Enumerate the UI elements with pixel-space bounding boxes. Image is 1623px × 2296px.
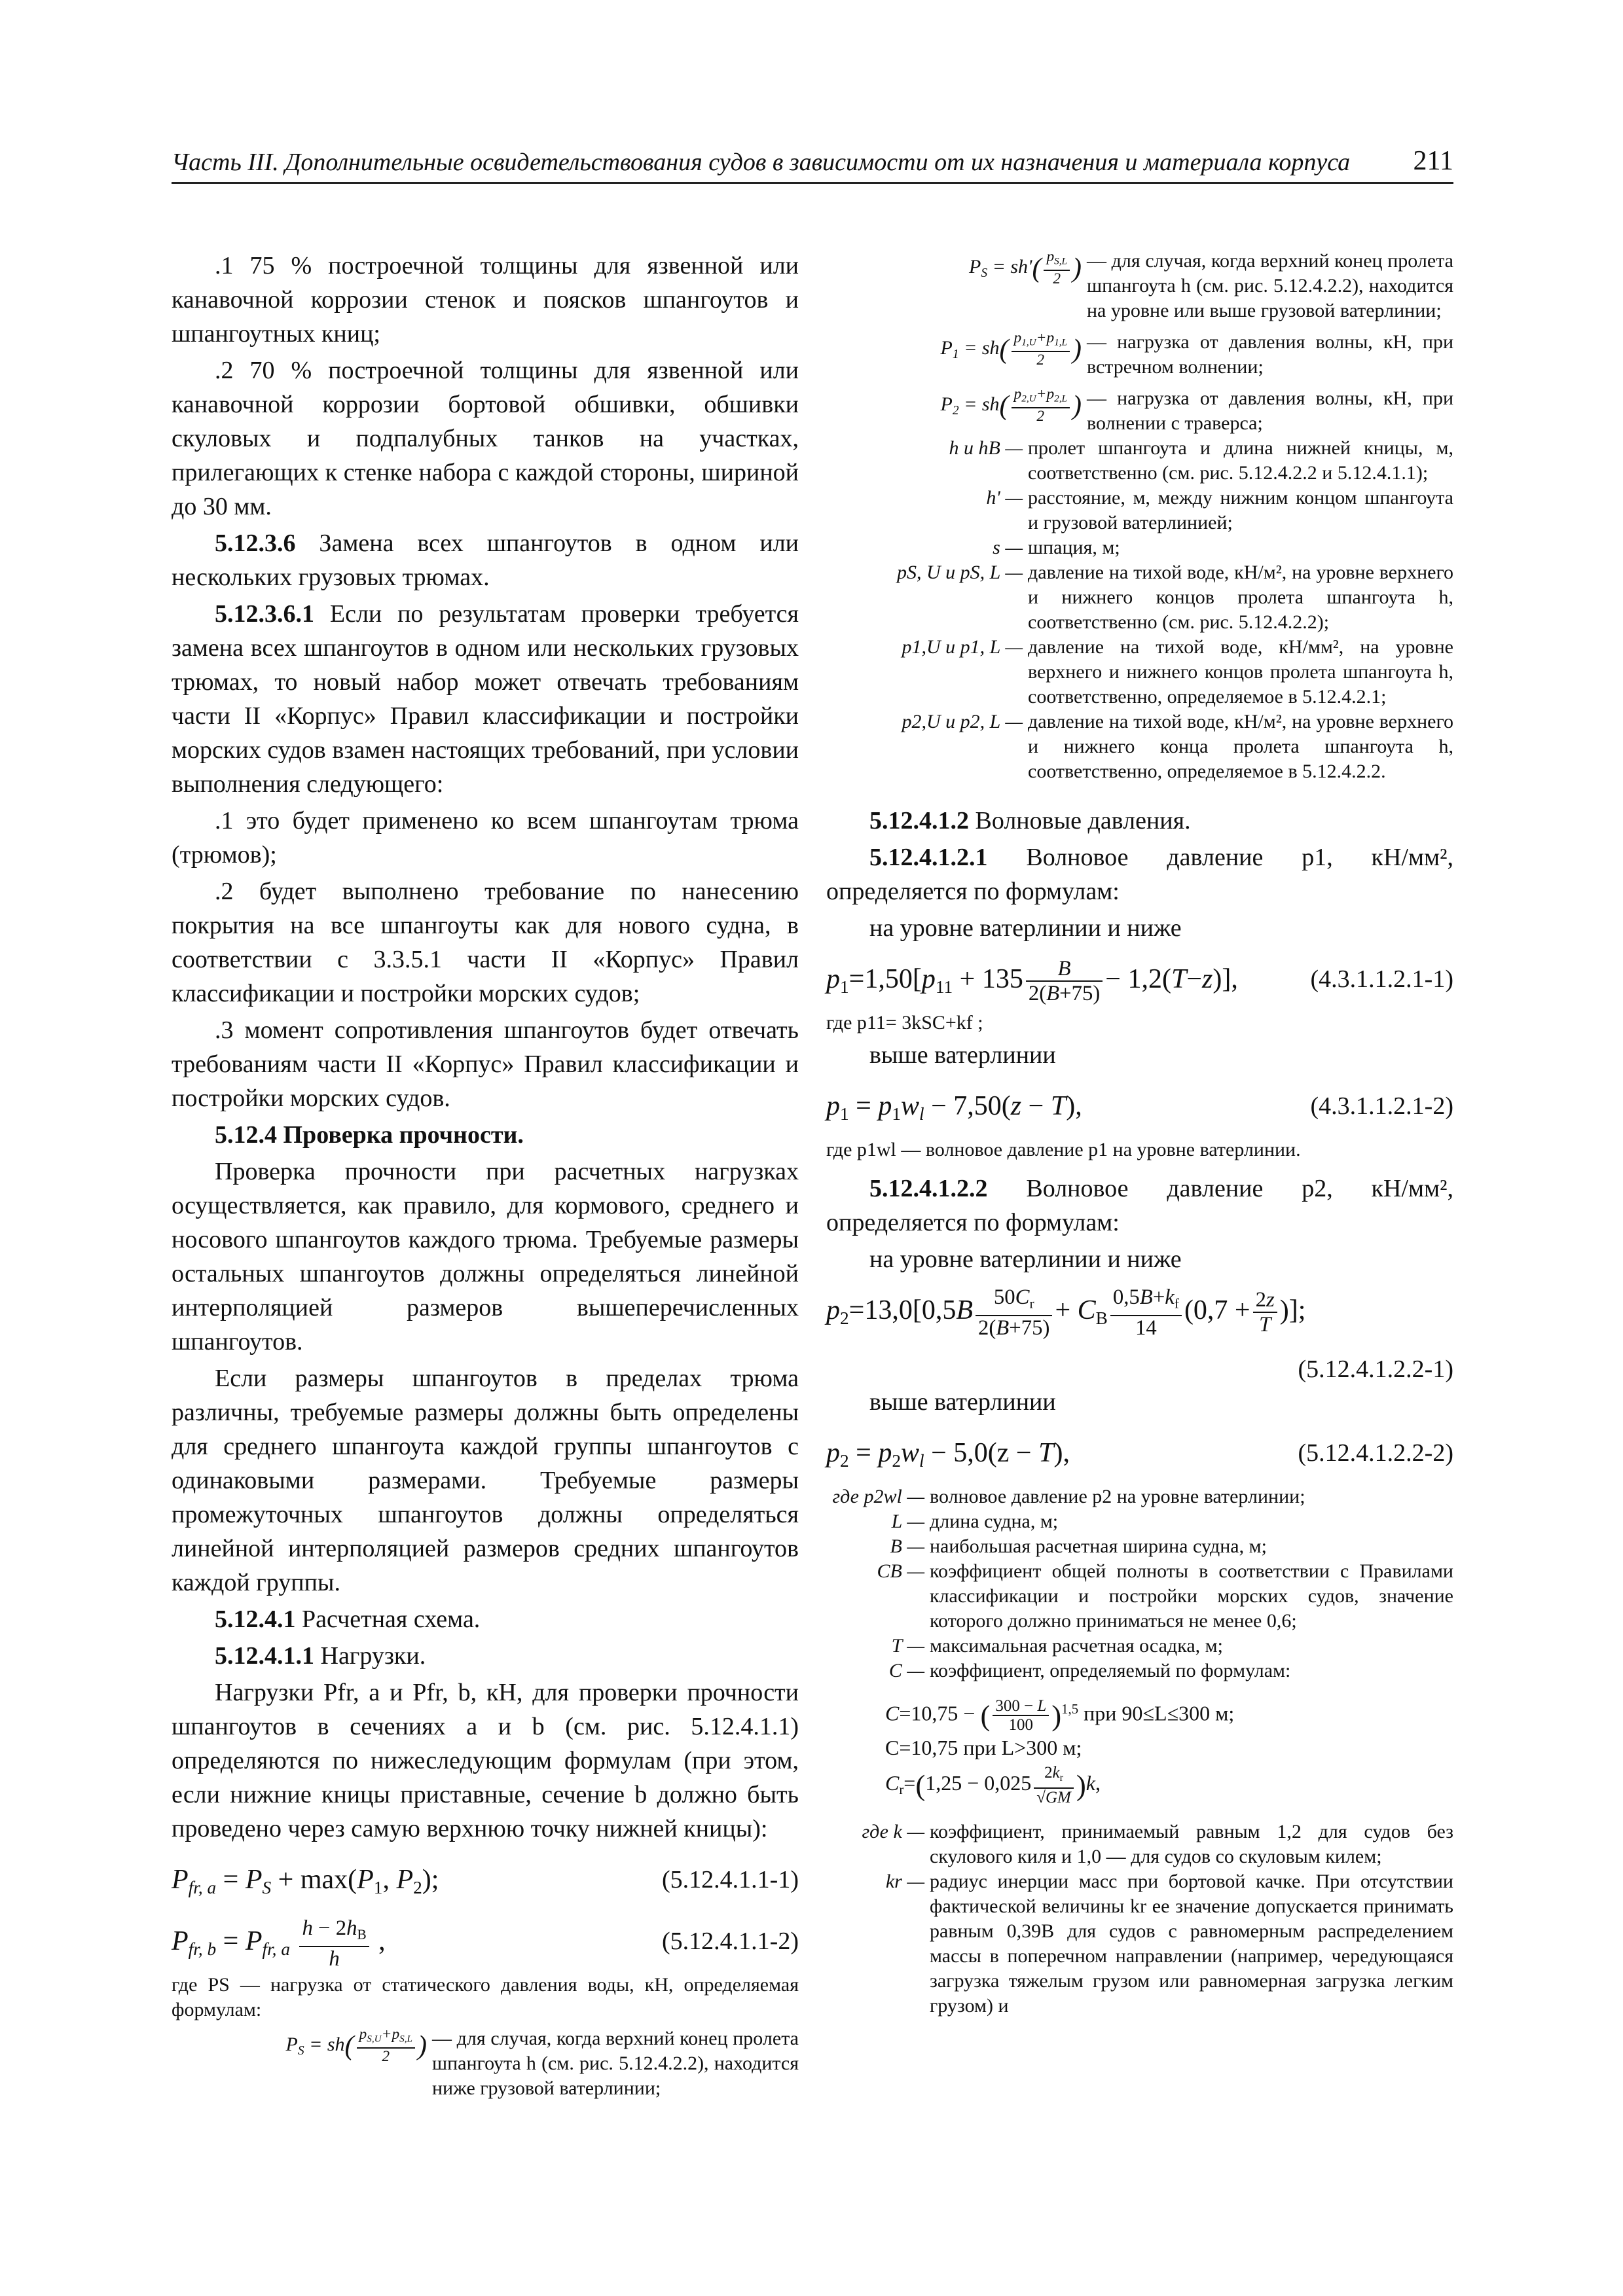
paragraph: [172, 1639, 799, 1673]
formula-pfr-b: $P_{fr, b} = P_{fr, a}$ $\frac{h - 2h_B}{h}$ , (5.12.4.1.1-2): [172, 1914, 799, 1969]
formula-number: (5.12.4.1.2.2-2): [1298, 1439, 1453, 1467]
paragraph: [826, 840, 1453, 908]
definition-item: [826, 1509, 1453, 1534]
paragraph: Нагрузки Pfr, a и Pfr, b, кН, для проверки прочности шпангоутов в сечениях a и b (см. рис. 5.12.4.1.1) определяются по нижеследующим формулам (при этом, если нижние кницы приставные, сечение b должно быть проведено через самую верхнюю точку нижней кницы):: [172, 1679, 799, 1842]
def-text: шпация, м;: [1028, 537, 1120, 558]
formula-number: (5.12.4.1.1-1): [662, 1866, 799, 1893]
def-text: коэффициент, принимаемый равным 1,2 для судов без скулового киля и 1,0 — для судов со скуловым килем;: [930, 1821, 1453, 1868]
paragraph: [826, 804, 1453, 838]
formula-cr: $C_r=(1,25 - 0,025$ $\frac{2k_r}{√GM}$ )k,: [885, 1764, 1101, 1806]
left-column: [172, 249, 799, 2101]
ps-case-text: — для случая, когда верхний конец пролета шпангоута h (см. рис. 5.12.4.2.2), находится на уровне или выше грузовой ватерлинии;: [1087, 250, 1453, 321]
definition-item: [826, 635, 1453, 709]
section-text: Волновые давления.: [969, 807, 1191, 834]
def-term: h и hB —: [949, 437, 1023, 459]
def-text: радиус инерции масс при бортовой качке. При отсутствии фактической величины kr ее значение допускается принимать равным 0,39B для судов с равномерным распределением массы в поперечном направлении (например, чередующаяся загрузка тяжелым грузом или равномерная загрузка легким грузом) и: [930, 1871, 1453, 2017]
def-term: kr —: [885, 1871, 924, 1893]
definition-item: [826, 1634, 1453, 1659]
paragraph: на уровне ватерлинии и ниже: [869, 1246, 1182, 1273]
right-column: [826, 249, 1453, 2018]
formula-p2-above: $p_2 = p_2w_l - 5,0(z - T)$, (5.12.4.1.2.2-2): [826, 1426, 1453, 1480]
def-term: CB —: [877, 1560, 924, 1582]
def-text: максимальная расчетная осадка, м;: [930, 1635, 1223, 1657]
paragraph: .1 это будет применено ко всем шпангоутам трюма (трюмов);: [172, 807, 799, 869]
definition-item: [826, 535, 1453, 560]
paragraph: на уровне ватерлинии и ниже: [869, 914, 1182, 942]
ps-case-1: [198, 2026, 799, 2101]
p1-formula: $P_1 = sh$( $\frac{p_{1,U}+p_{1,L}}{2}$ ): [940, 329, 1082, 369]
section-number: 5.12.4.1: [215, 1605, 296, 1633]
definition-item: [826, 1869, 1453, 2018]
formula-number: (5.12.4.1.1-2): [662, 1928, 799, 1955]
p2-text: — нагрузка от давления волны, кН, при волнении с траверса;: [1087, 387, 1453, 434]
formula-p1-above: $p_1 = p_1w_l - 7,50(z - T)$, (4.3.1.1.2.1-2): [826, 1079, 1453, 1134]
def-term: p1,U и p1, L —: [902, 636, 1023, 658]
def-text: волновое давление p2 на уровне ватерлинии;: [930, 1486, 1305, 1507]
def-term: C —: [888, 1660, 924, 1681]
def-term: h' —: [986, 487, 1023, 509]
ps-case-2: [852, 249, 1453, 323]
paragraph: [172, 1602, 799, 1636]
def-term: B —: [890, 1535, 924, 1557]
def-text: наибольшая расчетная ширина судна, м;: [930, 1535, 1267, 1557]
formula-c2: C=10,75 при L>300 м;: [885, 1736, 1082, 1760]
def-text: длина судна, м;: [930, 1511, 1059, 1532]
section-number: 5.12.4.1.2.2: [869, 1175, 988, 1202]
def-term: pS, U и pS, L —: [897, 562, 1023, 583]
p1-text: — нагрузка от давления волны, кН, при встречном волнении;: [1087, 331, 1453, 378]
def-term: T —: [891, 1635, 924, 1657]
paragraph: выше ватерлинии: [869, 1041, 1056, 1069]
section-heading: 5.12.4 Проверка прочности.: [215, 1121, 524, 1149]
section-text: Нагрузки.: [314, 1642, 426, 1670]
definition-item: [826, 1534, 1453, 1559]
paragraph: .2 будет выполнено требование по нанесению покрытия на все шпангоуты как для нового судна, в соответствии с 3.3.5.1 части II «Корпус» Правил классификации и постройки морских судов;: [172, 878, 799, 1007]
section-text: Расчетная схема.: [295, 1605, 481, 1633]
section-text: Если по результатам проверки требуется замена всех шпангоутов в одном или нескольких грузовых трюмах, то новый набор может отвечать требованиям части II «Корпус» Правил классификации и постройки морских судов взамен настоящих требований, при условии выполнения следующего:: [172, 600, 799, 798]
section-text: Замена всех шпангоутов в одном или нескольких грузовых трюмах.: [172, 529, 799, 591]
formula-p1-below: $p_1=1,50[p_{11} + 135$ $\frac{B}{2(B+75)}$ − 1,2(T−z)], (4.3.1.1.2.1-1): [826, 952, 1453, 1007]
def-text: расстояние, м, между нижним концом шпангоута и грузовой ватерлинией;: [1028, 487, 1453, 533]
def-term: где k —: [862, 1821, 924, 1843]
def-term: L —: [891, 1511, 924, 1532]
def-text: коэффициент общей полноты в соответствии с Правилами классификации и постройки морских судов, значение которого должно приниматься не менее 0,6;: [930, 1560, 1453, 1632]
def-text: пролет шпангоута и длина нижней кницы, м, соответственно (см. рис. 5.12.4.2.2 и 5.12.4.1.1);: [1028, 437, 1453, 484]
p2-definition: [852, 386, 1453, 436]
page-header: [172, 145, 1453, 184]
definition-item: [826, 1659, 1453, 1683]
paragraph: [826, 1172, 1453, 1240]
section-number: 5.12.4.1.2: [869, 807, 969, 834]
formula-number: (4.3.1.1.2.1-2): [1310, 1092, 1453, 1120]
formula-c1: C=10,75 − ( $\frac{300 - L}{100}$ )$^{1,5}$ при 90≤L≤300 м;: [885, 1696, 1235, 1734]
definition-item: [826, 560, 1453, 635]
definition-item: [826, 486, 1453, 535]
definition-item: [826, 436, 1453, 486]
definition-item: [826, 1559, 1453, 1634]
where-clause: где PS — нагрузка от статического давления воды, кН, определяемая формулам:: [172, 1974, 799, 2020]
paragraph: [172, 526, 799, 594]
ps-formula: $P_S = sh$( $\frac{p_{S,U}+p_{S,L}}{2}$ ): [285, 2026, 427, 2066]
paragraph: .3 момент сопротивления шпангоутов будет отвечать требованиям части II «Корпус» Правил классификации и постройки морских судов.: [172, 1016, 799, 1112]
paragraph: .2 70 % построечной толщины для язвенной или канавочной коррозии бортовой обшивки, обшивки скуловых и подпалубных танков на участках, прилегающих к стенке набора с каждой стороны, шириной до 30 мм.: [172, 357, 799, 520]
formula-number: (4.3.1.1.2.1-1): [1310, 965, 1453, 993]
formula-number: (5.12.4.1.2.2-1): [1298, 1355, 1453, 1383]
def-text: давление на тихой воде, кН/мм², на уровне верхнего и нижнего концов пролета шпангоута h, соответственно, определяемое в 5.12.4.2.1;: [1028, 636, 1453, 708]
p2-formula: $P_2 = sh$( $\frac{p_{2,U}+p_{2,L}}{2}$ ): [940, 386, 1082, 425]
section-text: Волновое давление p2, кН/мм², определяется по формулам:: [826, 1175, 1453, 1236]
definition-item: [826, 1484, 1453, 1509]
def-term: где p2wl —: [832, 1486, 924, 1507]
ps-formula: $P_S = sh'$( $\frac{p_{S,L}}{2}$ ): [969, 248, 1082, 288]
c1-condition: при 90≤L≤300 м;: [1084, 1701, 1235, 1725]
definition-item: [826, 709, 1453, 784]
def-term: s —: [993, 537, 1023, 558]
section-number: 5.12.4.1.1: [215, 1642, 314, 1670]
where-clause: где p11= 3kSC+kf ;: [826, 1012, 983, 1033]
paragraph: .1 75 % построечной толщины для язвенной или канавочной коррозии стенок и поясков шпангоутов и шпангоутных книц;: [172, 252, 799, 348]
page-number: 211: [1413, 146, 1453, 176]
running-title: Часть III. Дополнительные освидетельствования судов в зависимости от их назначения и материала корпуса: [172, 149, 1351, 176]
where-clause: где p1wl — волновое давление p1 на уровне ватерлинии.: [826, 1139, 1301, 1160]
paragraph: Проверка прочности при расчетных нагрузках осуществляется, как правило, для кормового, среднего и носового шпангоутов каждого трюма. Требуемые размеры остальных шпангоутов должны определяться линейной интерполяцией размеров вышеперечисленных шпангоутов.: [172, 1158, 799, 1355]
section-number: 5.12.4.1.2.1: [869, 844, 988, 871]
section-text: Волновое давление p1, кН/мм², определяется по формулам:: [826, 844, 1453, 905]
section-number: 5.12.3.6: [215, 529, 296, 557]
def-text: коэффициент, определяемый по формулам:: [930, 1660, 1291, 1681]
paragraph: выше ватерлинии: [869, 1388, 1056, 1416]
formula-pfr-a: $P_{fr, a} = P_S + \max(P_1$, $P_2$); (5.12.4.1.1-1): [172, 1852, 799, 1907]
def-term: p2,U и p2, L —: [902, 711, 1023, 732]
paragraph: [172, 597, 799, 801]
def-text: давление на тихой воде, кН/м², на уровне верхнего и нижнего концов пролета шпангоута h, соответственно (см. рис. 5.12.4.2.2);: [1028, 562, 1453, 633]
def-text: давление на тихой воде, кН/м², на уровне верхнего и нижнего конца пролета шпангоута h, соответственно, определяемое в 5.12.4.2.2.: [1028, 711, 1453, 782]
ps-case-text: — для случая, когда верхний конец пролета шпангоута h (см. рис. 5.12.4.2.2), находится ниже грузовой ватерлинии;: [432, 2028, 799, 2099]
definition-item: [826, 1820, 1453, 1869]
paragraph: Если размеры шпангоутов в пределах трюма различны, требуемые размеры должны быть определены для среднего шпангоута каждой группы шпангоутов с одинаковыми размерами. Требуемые размеры промежуточных шпангоутов должны определяться линейной интерполяцией размеров средних шпангоутов каждой группы.: [172, 1365, 799, 1596]
section-number: 5.12.3.6.1: [215, 600, 314, 628]
p1-definition: [852, 330, 1453, 380]
formula-p2-below: $p_2=13,0[0,5B$ $\frac{50C_r}{2(B+75)}$ + $C_B$ $\frac{0,5B+k_f}{14}$ (0,7 + $\frac{2z}{T}$ )]; (5.12.4.1.2.2-1): [826, 1283, 1453, 1381]
